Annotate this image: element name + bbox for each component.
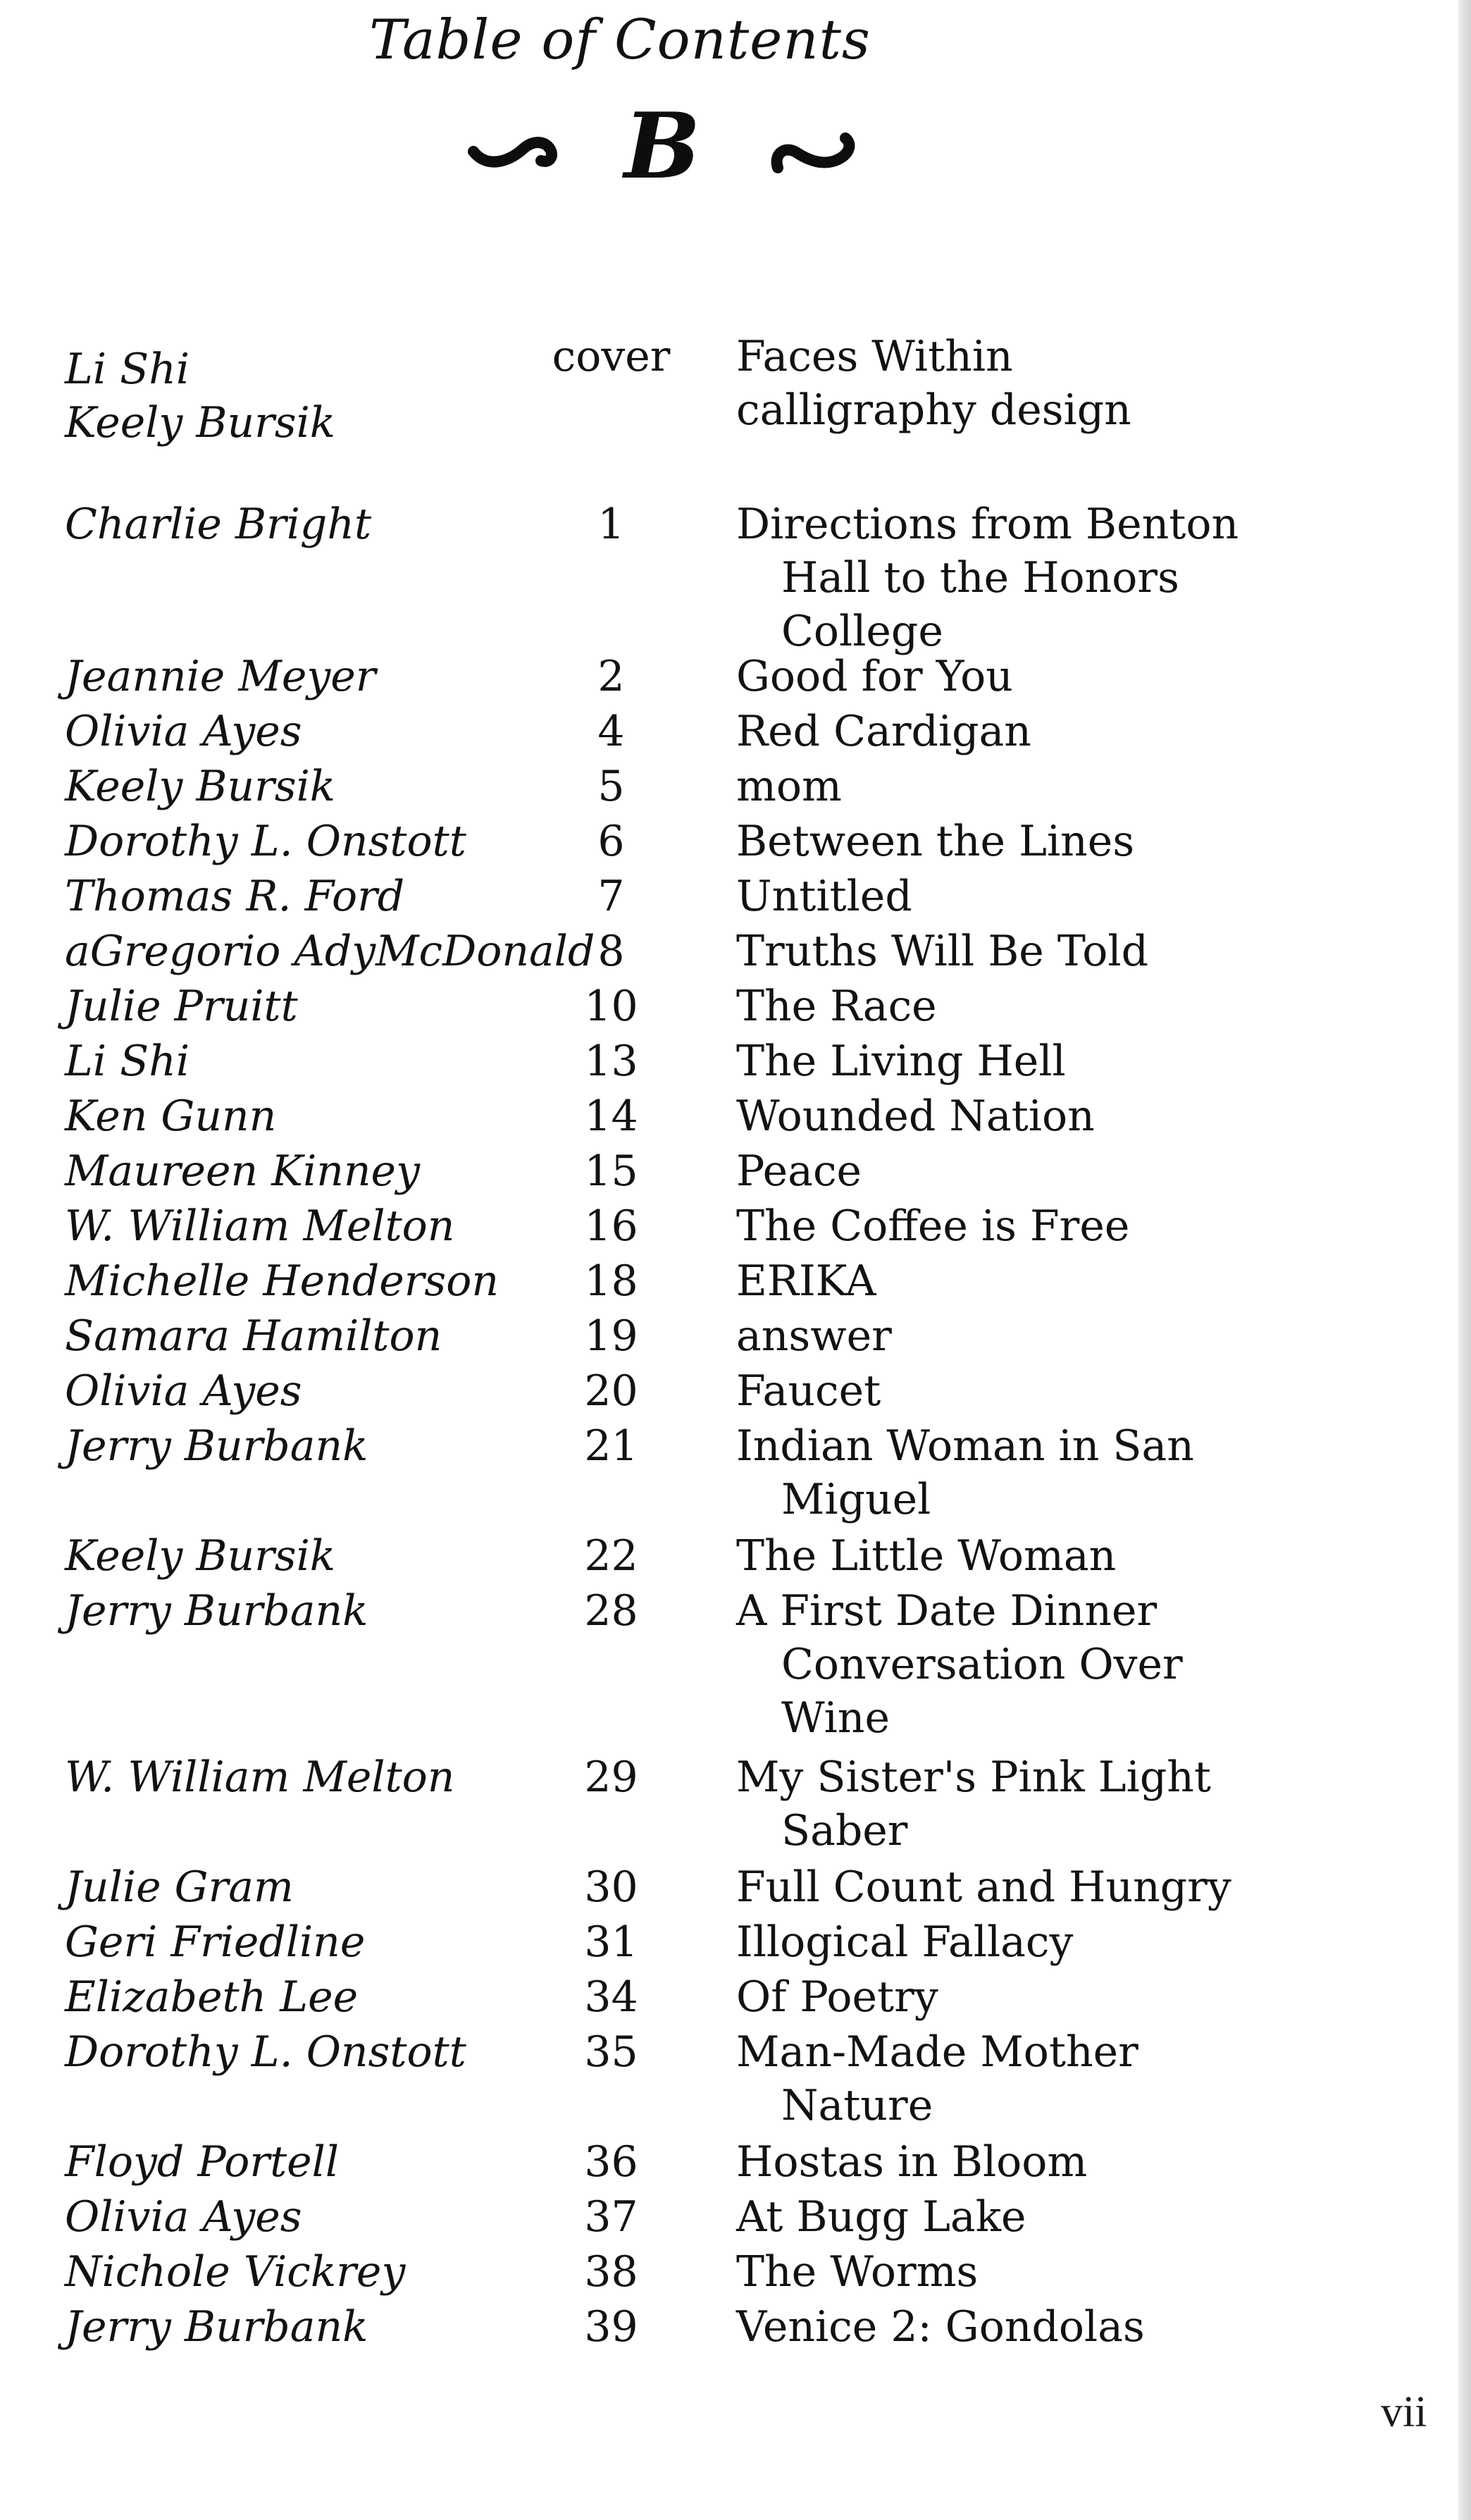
toc-work-title [736,870,912,923]
toc-author [65,870,404,923]
toc-work-title [736,1529,1116,1583]
toc-work-title-line: Hostas in Bloom [736,2137,1088,2187]
toc-page-number: 20 [584,1366,638,1416]
toc-work-title-line: Wounded Nation [736,1092,1095,1141]
toc-author-name: W. William Melton [65,1202,455,1251]
toc-work-title-line: The Worms [736,2247,979,2297]
toc-page-number: 15 [584,1147,638,1196]
toc-author-name: W. William Melton [65,1753,455,1802]
toc-work-title-line: Illogical Fallacy [736,1917,1074,1967]
toc-work-title [736,1199,1129,1253]
toc-author-name: Michelle Henderson [65,1256,499,1306]
toc-work-title [736,1144,862,1198]
toc-author-name: Jeannie Meyer [65,652,376,701]
toc-author [65,1915,365,1969]
toc-author [65,760,335,813]
toc-author-name: Dorothy L. Onstott [65,817,466,866]
toc-page-number: 35 [584,2027,638,2077]
toc-page-number: 6 [597,817,625,866]
toc-page-number: 14 [584,1092,638,1141]
toc-work-title [736,980,937,1033]
toc-work-title [736,2025,1138,2132]
toc-author [65,980,298,1033]
toc-work-title [736,705,1031,758]
toc-author-name: Li Shi [65,345,190,394]
toc-work-title-line: Venice 2: Gondolas [736,2302,1145,2352]
toc-page-number: 1 [597,500,625,549]
toc-work-title-line: The Little Woman [736,1531,1117,1581]
page-title: Table of Contents [369,8,871,72]
toc-work-title [736,1309,892,1363]
toc-work-title-line: answer [736,1311,892,1361]
toc-work-title [736,330,1131,437]
toc-author [65,1254,499,1308]
page-folio: vii [1381,2388,1427,2436]
toc-work-title-line: Of Poetry [736,1972,938,2022]
toc-author-name: Jerry Burbank [65,2302,368,2352]
toc-author-name: Olivia Ayes [65,2192,302,2242]
toc-page-number: 39 [584,2302,638,2352]
toc-work-title-line: Hall to the Honors [781,553,1179,603]
toc-author-name: Ken Gunn [65,1092,277,1141]
toc-work-title-line: Between the Lines [736,817,1135,866]
toc-work-title-line: Indian Woman in San [736,1421,1194,1471]
toc-author-name: Nichole Vickrey [65,2247,406,2297]
toc-page-number: 16 [584,1202,638,1251]
toc-author-name: Floyd Portell [65,2137,340,2187]
toc-work-title-line: Nature [781,2081,933,2130]
toc-author [65,705,302,758]
toc-author [65,2245,405,2299]
toc-page-number: 22 [584,1531,638,1581]
toc-author [65,1309,442,1363]
toc-work-title-line: The Living Hell [736,1037,1066,1086]
toc-author [65,1584,368,1638]
toc-author-name: Geri Friedline [65,1917,366,1967]
toc-work-title [736,1364,881,1418]
toc-work-title-line: A First Date Dinner [736,1586,1157,1636]
toc-author-name: Julie Gram [65,1863,294,1912]
toc-work-title [736,815,1134,868]
toc-work-title [736,1750,1211,1858]
toc-author [65,2190,302,2244]
toc-author [65,1034,190,1088]
toc-page-number: 38 [584,2247,638,2297]
toc-work-title [736,1970,938,2024]
toc-work-title-line: Untitled [736,872,912,921]
ornament-letter: B [623,99,701,199]
toc-author-name: Keely Bursik [65,762,336,811]
toc-author [65,342,335,450]
toc-author-name: Li Shi [65,1037,190,1086]
toc-author [65,1419,368,1473]
toc-page-number: cover [552,332,671,381]
toc-page-number: 36 [584,2137,638,2187]
toc-work-title-line: Peace [736,1147,862,1196]
toc-author [65,1860,294,1914]
toc-author-name: Olivia Ayes [65,707,302,756]
toc-author-name: Jerry Burbank [65,1421,368,1471]
toc-author [65,1750,454,1804]
toc-work-title [736,925,1148,978]
toc-work-title [736,1254,876,1308]
toc-work-title-line: The Race [736,982,937,1031]
toc-author-name: Keely Bursik [65,398,336,447]
toc-page-number: 34 [584,1972,638,2022]
toc-work-title [736,1584,1183,1745]
toc-work-title [736,2245,978,2299]
toc-work-title [736,1860,1231,1914]
toc-work-title [736,1034,1066,1088]
toc-work-title-line: ERIKA [736,1256,876,1306]
toc-page-number: 30 [584,1863,638,1912]
toc-work-title-line: mom [736,762,842,811]
toc-author-name: Maureen Kinney [65,1147,420,1196]
toc-page-number: 28 [584,1586,638,1636]
toc-page-number: 7 [597,872,625,921]
toc-work-title-line: Wine [781,1693,890,1743]
toc-page-number: 18 [584,1256,638,1306]
toc-page-number: 2 [597,652,625,701]
toc-work-title-line: College [781,607,943,656]
toc-author-name: Olivia Ayes [65,1366,302,1416]
toc-work-title [736,2300,1145,2354]
toc-work-title [736,760,842,813]
toc-work-title [736,1915,1073,1969]
toc-author-name: Jerry Burbank [65,1586,368,1636]
toc-work-title-line: Red Cardigan [736,707,1031,756]
toc-author [65,1089,276,1143]
toc-author [65,2025,466,2079]
toc-author-name: Keely Bursik [65,1531,336,1581]
toc-page-number: 37 [584,2192,638,2242]
toc-author [65,498,371,551]
toc-work-title [736,2190,1026,2244]
toc-work-title [736,2135,1087,2189]
toc-work-title-line: Saber [781,1806,908,1855]
toc-page-number: 31 [584,1917,638,1967]
toc-work-title-line: Faucet [736,1366,881,1416]
toc-page-number: 29 [584,1753,638,1802]
toc-author-name: Charlie Bright [65,500,372,549]
toc-work-title-line: Miguel [781,1475,931,1524]
toc-work-title-line: At Bugg Lake [736,2192,1026,2242]
toc-author [65,1529,335,1583]
toc-work-title-line: Man-Made Mother [736,2027,1138,2077]
toc-author-name: Thomas R. Ford [65,872,405,921]
toc-work-title-line: calligraphy design [736,385,1131,435]
toc-page-number: 19 [584,1311,638,1361]
toc-author [65,1970,358,2024]
toc-work-title [736,498,1239,658]
toc-page-number: 10 [584,982,638,1031]
toc-work-title-line: Full Count and Hungry [736,1863,1231,1912]
toc-page-number: 13 [584,1037,638,1086]
toc-author [65,1199,454,1253]
toc-author-name: Dorothy L. Onstott [65,2027,466,2077]
toc-author [65,815,466,868]
toc-author-name: Elizabeth Lee [65,1972,359,2022]
toc-page-number: 4 [597,707,625,756]
toc-work-title-line: Truths Will Be Told [736,927,1148,976]
toc-page-number: 8 [597,927,625,976]
toc-author-name: Samara Hamilton [65,1311,442,1361]
toc-author-name: aGregorio AdyMcDonald [65,927,595,976]
toc-work-title-line: Directions from Benton [736,500,1239,549]
toc-author-name: Julie Pruitt [65,982,298,1031]
toc-work-title [736,1419,1194,1526]
toc-work-title-line: Faces Within [736,332,1013,381]
toc-author [65,1144,420,1198]
toc-work-title-line: The Coffee is Free [736,1202,1130,1251]
toc-author [65,2135,339,2189]
toc-work-title-line: Conversation Over [781,1640,1183,1689]
toc-author [65,2300,368,2354]
toc-author [65,925,595,978]
toc-work-title-line: My Sister's Pink Light [736,1753,1211,1802]
toc-work-title [736,650,1013,703]
toc-author [65,650,375,703]
toc-page-number: 21 [584,1421,638,1471]
toc-page-number: 5 [597,762,625,811]
toc-work-title-line: Good for You [736,652,1013,701]
toc-work-title [736,1089,1095,1143]
toc-author [65,1364,302,1418]
